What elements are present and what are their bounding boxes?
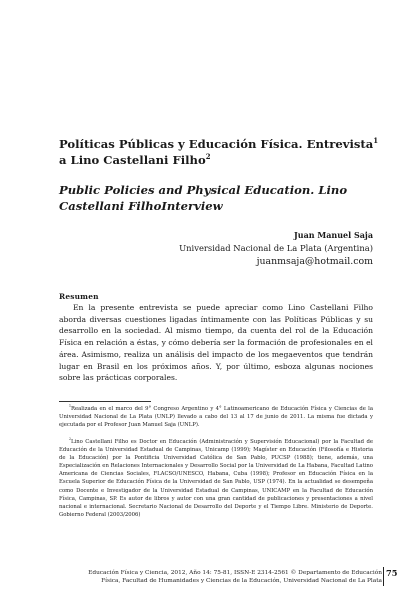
page-number: 75 [386,568,398,578]
author-email[interactable]: juanmsaja@hotmail.com [256,256,373,267]
footnote-divider [59,401,151,402]
footnote-1 [59,405,373,429]
footnote-2 [59,438,373,519]
page-number-separator [383,567,384,586]
footnote-1-mark: 1 [69,404,72,409]
author-name: Juan Manuel Saja [293,230,373,240]
page-footer [30,569,382,586]
footnote-ref-2[interactable]: 2 [205,152,211,162]
footer-citation-line-1: Educación Física y Ciencia, 2012, Año 14: 75-81, ISSN-E 2314-2561 © Departamento de Educación [88,570,382,576]
footer-citation-line-2: Física, Facultad de Humanidades y Ciencias de la Educación, Universidad Nacional de La Plata [101,578,382,585]
title-spanish-tail: a Lino Castellani Filho [59,153,206,167]
abstract-heading: Resumen [59,292,99,301]
footnote-ref-1[interactable]: 1 [373,136,379,146]
author-block [179,229,373,268]
footnote-2-text: Lino Castellani Filho es Doctor en Educación (Administración y Supervisión Educacional) por la Facultad de Educación de la Universidad Estadual de Campinas, Unicamp (1999); Magíster en Educación (Filosofía e Historia de la Educación) por la Pontificia Universidad Católica de San Pablo, PUCSP (1988); tiene, además, una Especialización en Relaciones Internacionales y Desarrollo Social por la Universidad de La Habana, Facultad Latino Americana de Ciencias Sociales, FLACSO/UNESCO, Habana, Cuba (1998); Profesor en Educación Física en la Escuela Superior de Educación Física de la Universidad de San Pablo, USP (1974). En la actualidad se desempeña como Docente e Investigador de la Universidad Estadual de Campinas, UNICAMP en la Facultad de Educación Física, Campinas, SP. Es autor de libros y autor con una gran cantidad de publicaciones y presentaciones a nivel nacional e internacional. Secretario Nacional de Desarrollo del Deporte y el Tiempo Libre. Ministerio de Deporte. Gobierno Federal (2003/2006) [59,439,373,518]
footnote-2-mark: 2 [69,437,72,442]
article-title-spanish [59,136,379,168]
author-affiliation: Universidad Nacional de La Plata (Argentina) [179,243,373,253]
article-title-english: Public Policies and Physical Education. Lino Castellani FilhoInterview [59,183,348,213]
title-spanish-text: Políticas Públicas y Educación Física. Entrevista [59,137,374,151]
abstract-text: En la presente entrevista se puede apreciar como Lino Castellani Filho aborda diversas cuestiones ligadas íntimamente con las Políticas Públicas y su desarrollo en la sociedad. Al mismo tiempo, da cuenta del rol de la Educación Física en relación a éstas, y cómo debería ser la formación de profesionales en el área. Asimismo, realiza un análisis del impacto de los megaeventos que tendrán lugar en Brasil en los próximos años. Y, por último, esboza algunas nociones sobre las prácticas corporales. [59,303,373,383]
footnote-1-text: Realizada en el marco del 9° Congreso Argentino y 4° Latinoamericano de Educación Física y Ciencias de la Universidad Nacional de La Plata (UNLP) llevado a cabo del 13 al 17 de junio de 2011. La misma fue dictada y ejecutada por el Profesor Juan Manuel Saja (UNLP). [59,406,373,429]
